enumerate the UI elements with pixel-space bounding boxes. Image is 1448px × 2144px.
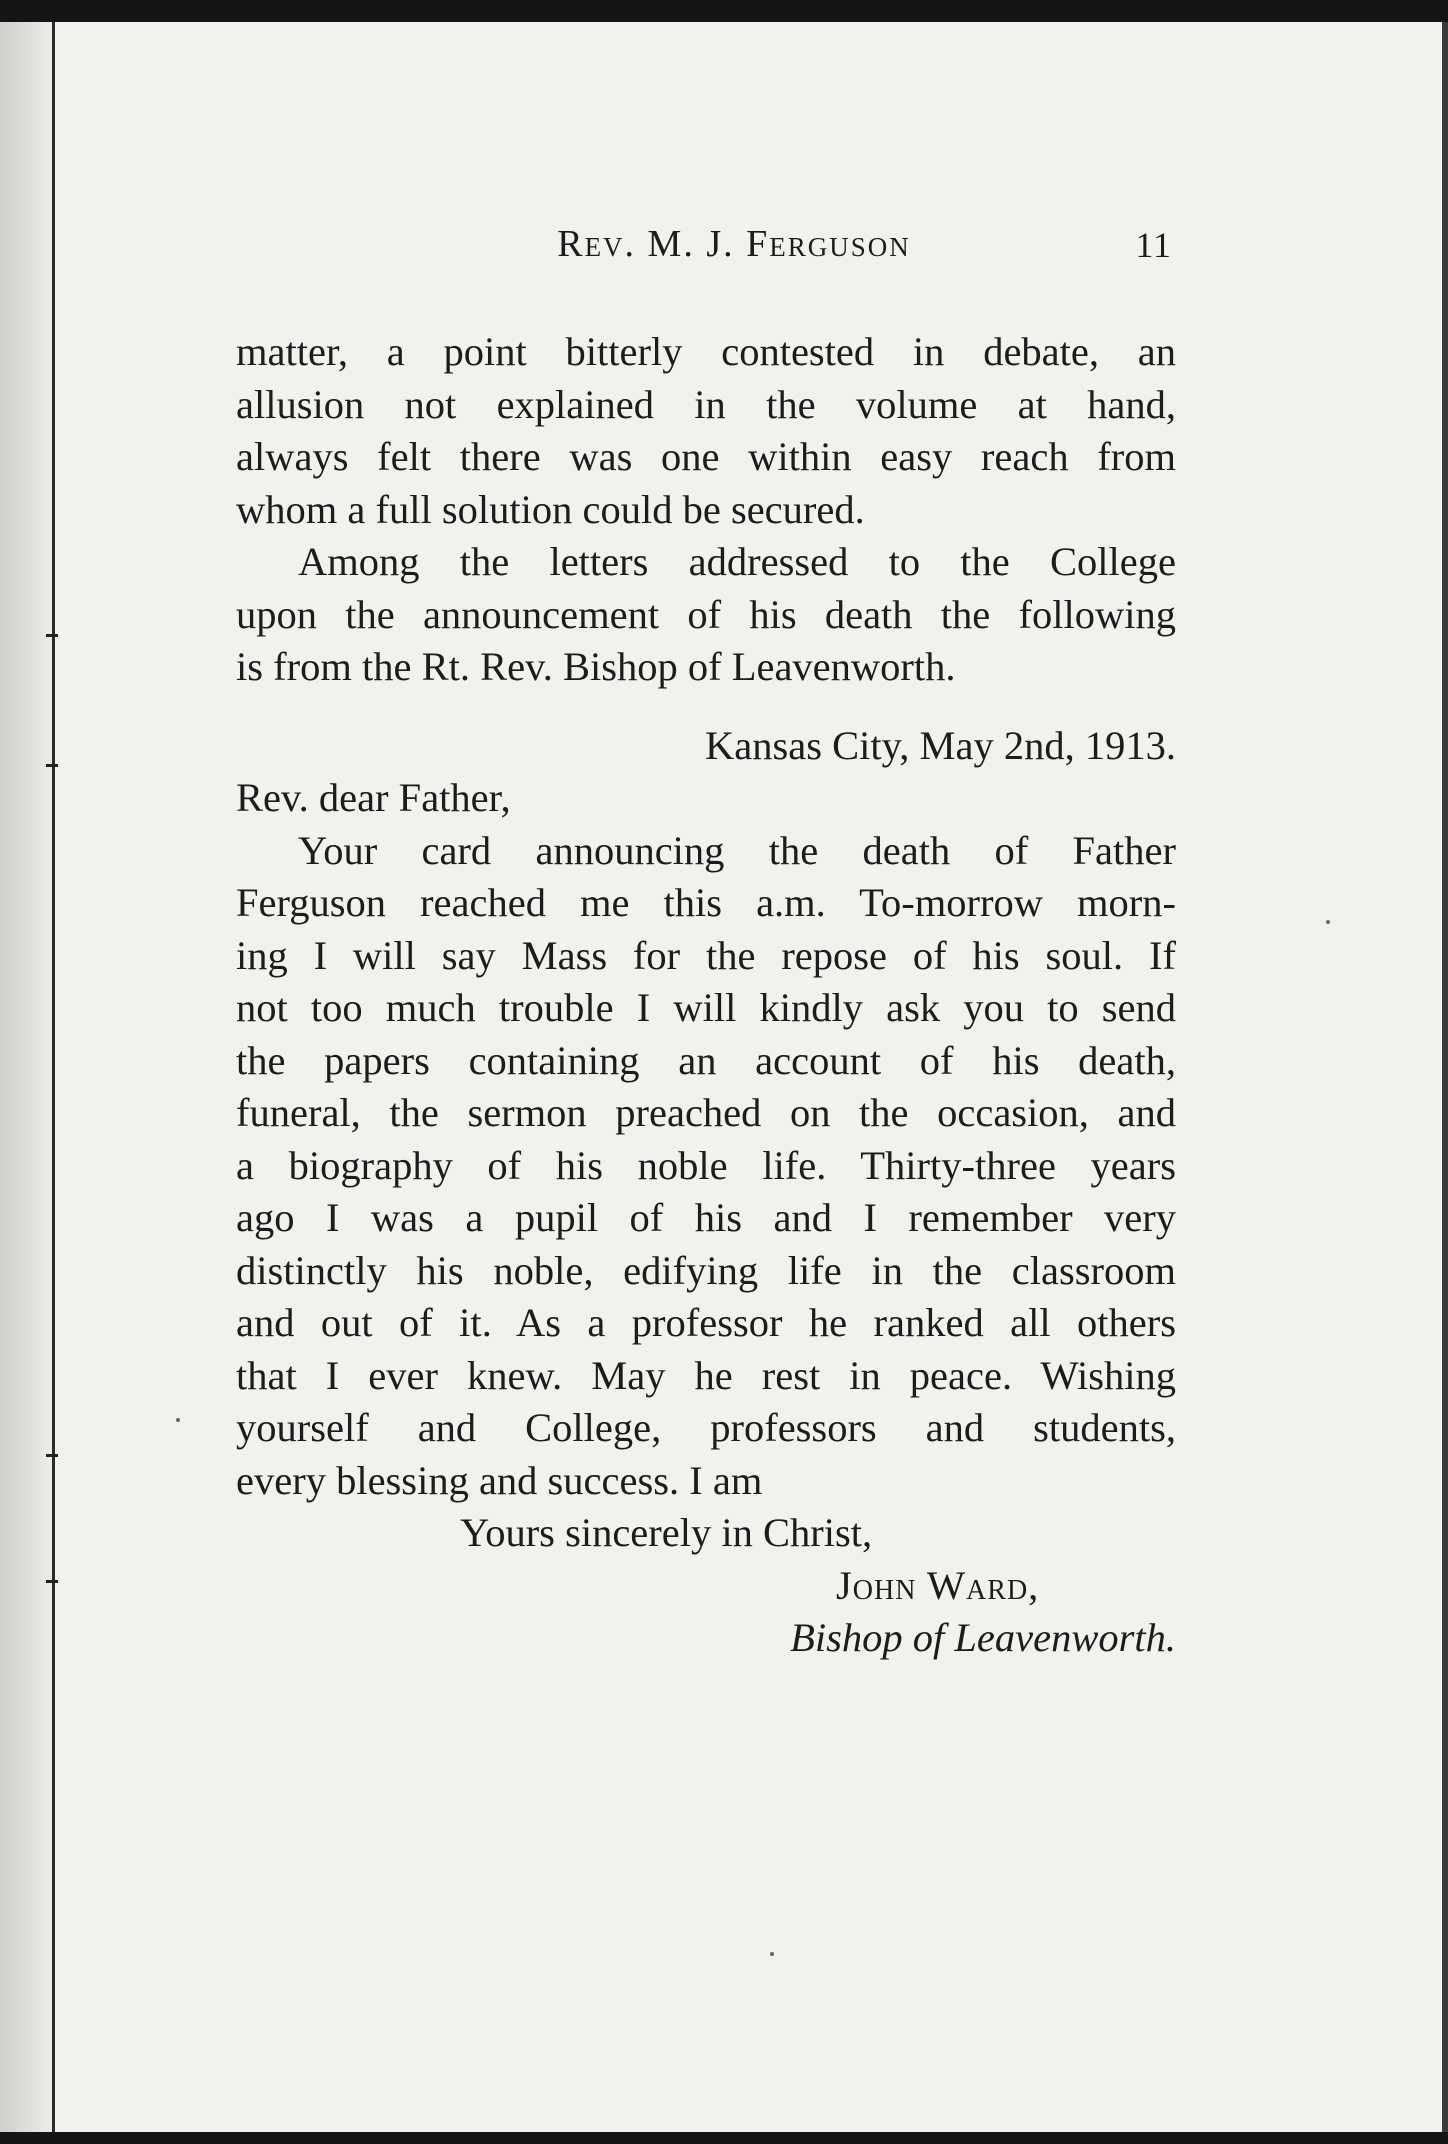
scan-speck xyxy=(176,1418,180,1422)
scan-speck xyxy=(1326,920,1330,924)
letter-salutation: Rev. dear Father, xyxy=(236,775,511,820)
binding-shadow xyxy=(0,22,52,2132)
binding-mark xyxy=(46,764,58,767)
spacer xyxy=(236,694,1176,720)
text-line: distinctly his noble, edifying life in the classroom xyxy=(236,1247,1176,1293)
paragraph-2 xyxy=(236,536,1176,694)
signature-name: John Ward, xyxy=(836,1562,1040,1608)
text-line: matter, a point bitterly contested in debate, an xyxy=(236,329,1176,374)
text-line: funeral, the sermon preached on the occasion, and xyxy=(236,1090,1176,1135)
text-line: upon the announcement of his death the following xyxy=(236,591,1176,637)
page-right-edge xyxy=(1442,22,1448,2132)
text-line: whom a full solution could be secured. xyxy=(236,486,865,532)
text-line: that I ever knew. May he rest in peace. Wishing xyxy=(236,1352,1176,1398)
signature-title: Bishop of Leavenworth. xyxy=(790,1615,1176,1660)
text-line: Your card announcing the death of Father xyxy=(298,827,1176,873)
binding-mark xyxy=(46,1580,58,1583)
text-line: not too much trouble I will kindly ask you to send xyxy=(236,985,1176,1030)
letter-closing: Yours sincerely in Christ, xyxy=(460,1510,873,1555)
text-line: the papers containing an account of his death, xyxy=(236,1037,1176,1083)
running-head: Rev. M. J. Ferguson xyxy=(557,223,911,265)
text-line: a biography of his noble life. Thirty-three years xyxy=(236,1142,1176,1188)
letter-dateline: Kansas City, May 2nd, 1913. xyxy=(705,722,1176,768)
text-line: yourself and College, professors and students, xyxy=(236,1405,1176,1450)
paragraph-1 xyxy=(236,326,1176,536)
text-line: ing I will say Mass for the repose of his soul. If xyxy=(236,932,1176,978)
text-line: every blessing and success. I am xyxy=(236,1457,763,1503)
binding-edge xyxy=(52,22,55,2132)
scan-speck xyxy=(770,1952,774,1956)
text-line: allusion not explained in the volume at hand, xyxy=(236,381,1176,427)
page-header xyxy=(236,222,1172,282)
page-number: 11 xyxy=(1135,225,1172,265)
text-line: and out of it. As a professor he ranked all others xyxy=(236,1300,1176,1345)
text-line: Among the letters addressed to the College xyxy=(298,539,1176,584)
text-line: Ferguson reached me this a.m. To-morrow morn- xyxy=(236,880,1176,925)
text-line: always felt there was one within easy reach from xyxy=(236,434,1176,479)
text-line: is from the Rt. Rev. Bishop of Leavenworth. xyxy=(236,644,956,689)
binding-mark xyxy=(46,634,58,637)
page-body xyxy=(236,326,1176,1665)
binding-mark xyxy=(46,1454,58,1457)
text-line: ago I was a pupil of his and I remember very xyxy=(236,1195,1176,1240)
letter-body xyxy=(236,825,1176,1508)
